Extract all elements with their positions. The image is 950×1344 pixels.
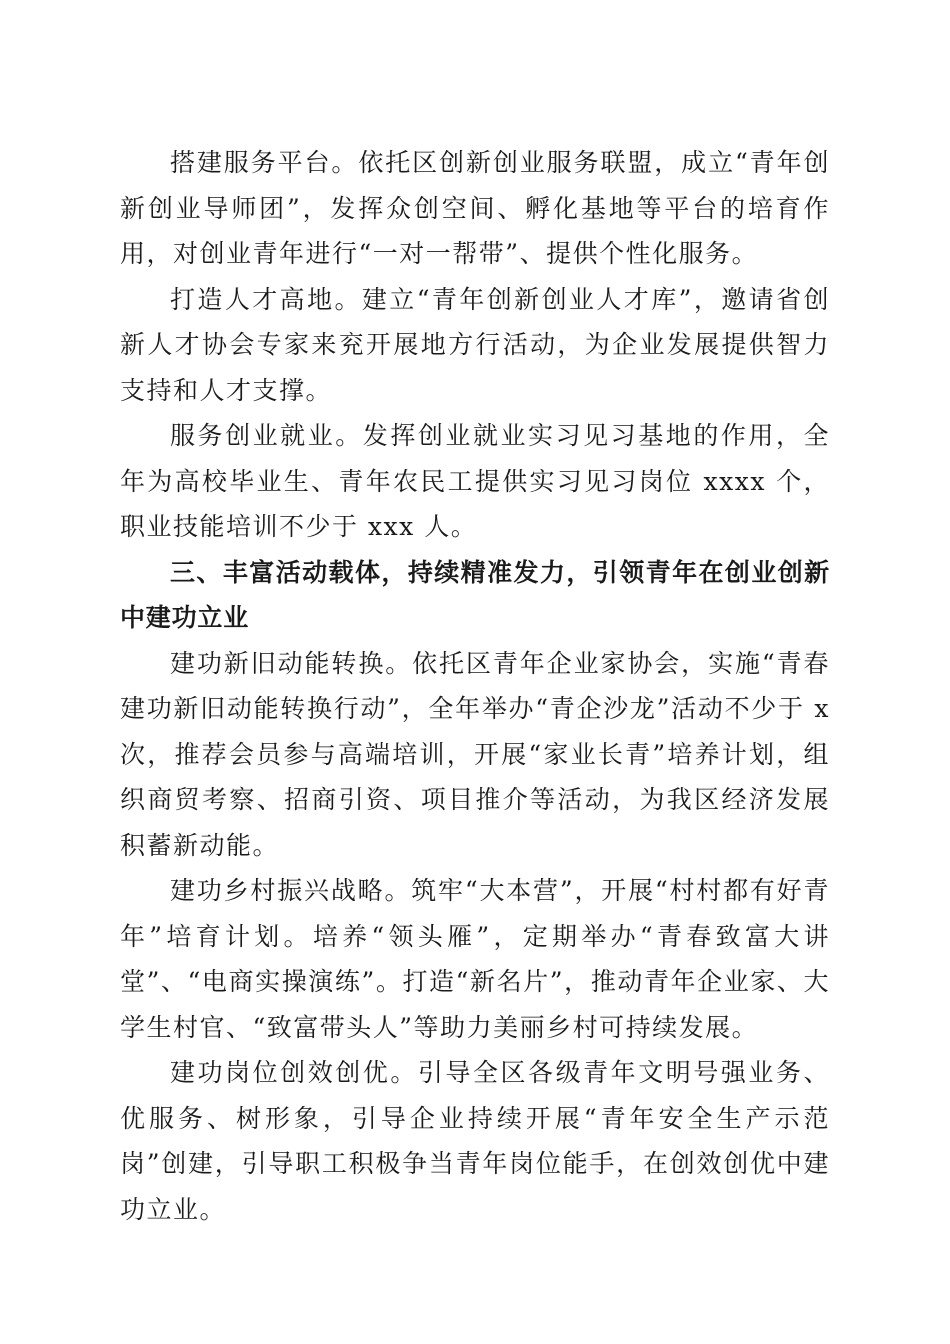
paragraph-post-excellence: 建功岗位创效创优。引导全区各级青年文明号强业务、优服务、树形象，引导企业持续开展“青年安全生产示范岗”创建，引导职工积极争当青年岗位能手，在创效创优中建功立业。 (120, 1058, 830, 1224)
paragraph-employment-service: 服务创业就业。发挥创业就业实习见习基地的作用，全年为高校毕业生、青年农民工提供实习见习岗位 xxxx 个，职业技能培训不少于 xxx 人。 (120, 421, 830, 541)
document-body (120, 140, 830, 1232)
paragraph-talent-highland: 打造人才高地。建立“青年创新创业人才库”，邀请省创新人才协会专家来兖开展地方行活动，为企业发展提供智力支持和人才支撑。 (120, 284, 830, 405)
paragraph-service-platform: 搭建服务平台。依托区创新创业服务联盟，成立“青年创新创业导师团”，发挥众创空间、孵化基地等平台的培育作用，对创业青年进行“一对一帮带”、提供个性化服务。 (120, 148, 830, 268)
paragraph-rural-revitalization: 建功乡村振兴战略。筑牢“大本营”，开展“村村都有好青年”培育计划。培养“领头雁”，定期举办“青春致富大讲堂”、“电商实操演练”。打造“新名片”，推动青年企业家、大学生村官、“致富带头人”等助力美丽乡村可持续发展。 (120, 876, 830, 1042)
section-heading-three: 三、丰富活动载体，持续精准发力，引领青年在创业创新中建功立业 (120, 557, 830, 632)
paragraph-new-old-drivers: 建功新旧动能转换。依托区青年企业家协会，实施“青春建功新旧动能转换行动”，全年举办“青企沙龙”活动不少于 x 次，推荐会员参与高端培训，开展“家业长青”培养计划，组织商贸考察、招商引资、项目推介等活动，为我区经济发展积蓄新动能。 (120, 648, 830, 860)
